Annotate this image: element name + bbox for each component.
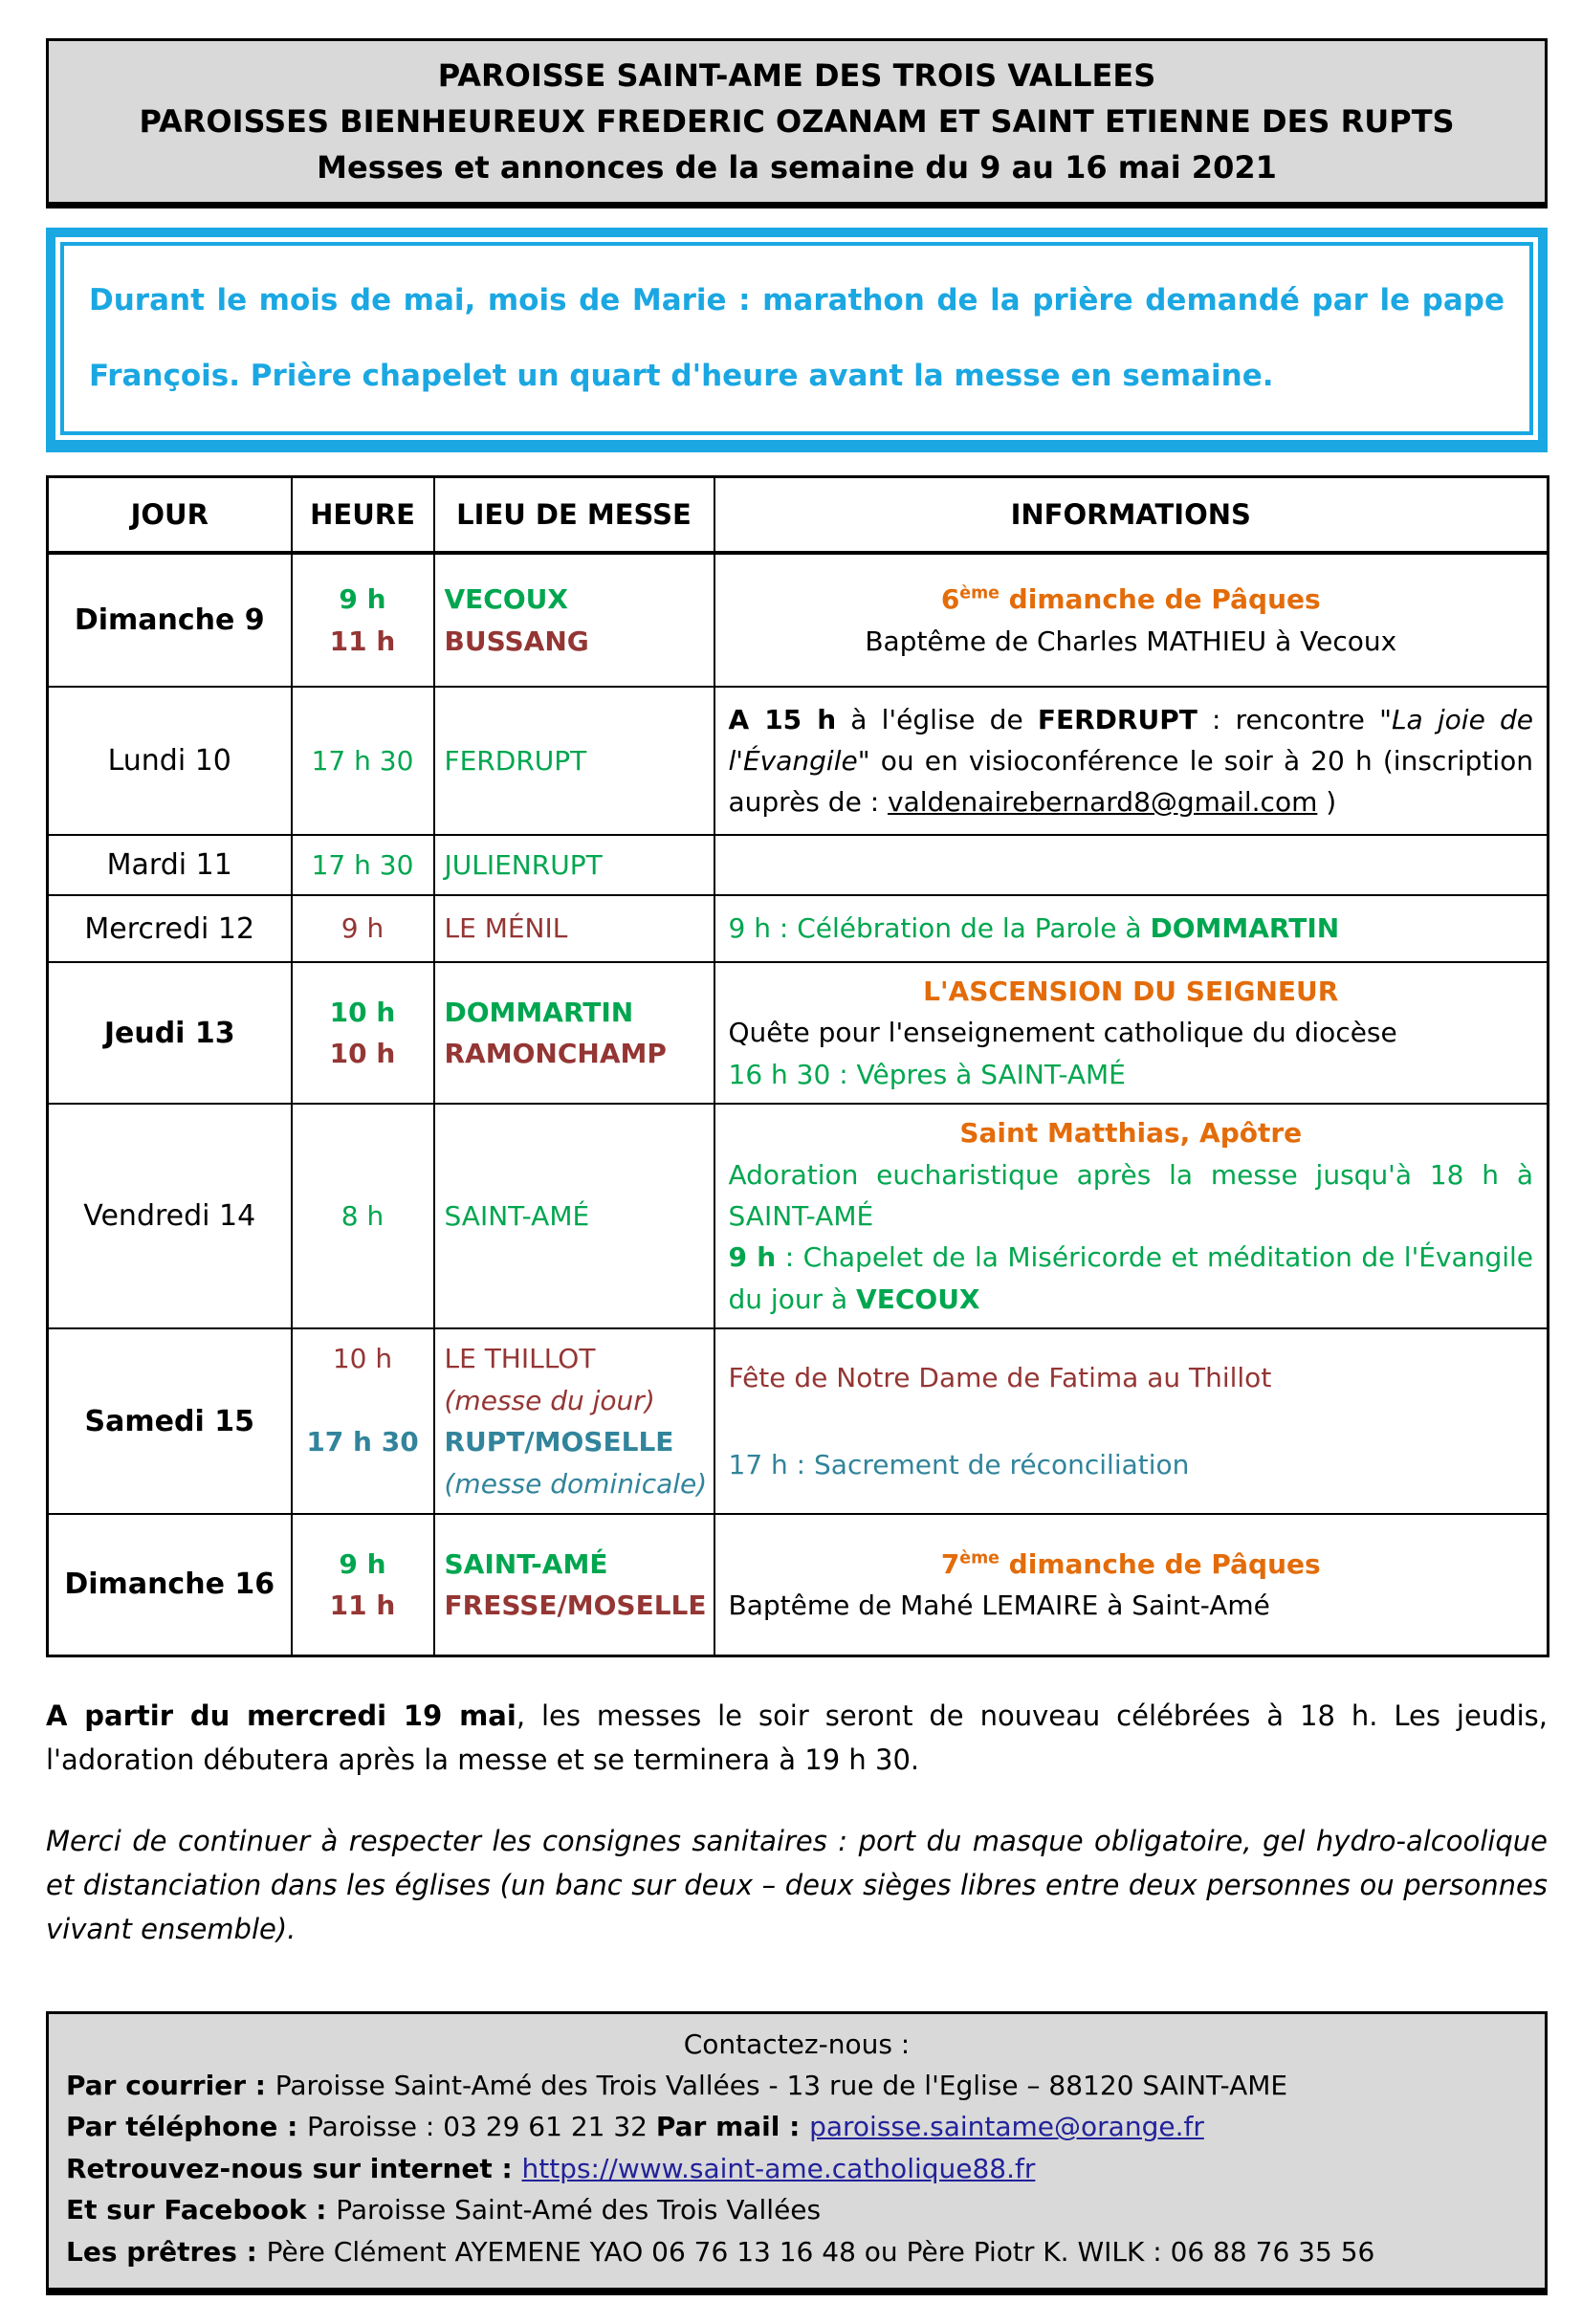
cell-informations <box>714 553 1549 687</box>
heure-line: 9 h <box>339 1547 386 1580</box>
cell-informations <box>714 835 1549 895</box>
text-span: Les prêtres : <box>66 2235 267 2268</box>
cell-informations <box>714 1328 1549 1514</box>
text-span: : rencontre <box>1197 703 1380 735</box>
contact-title: Contactez-nous : <box>683 2028 911 2060</box>
lieu-line: JULIENRUPT <box>444 848 603 881</box>
cell-heure <box>292 962 434 1104</box>
table-row <box>48 1514 1549 1655</box>
info-paragraph <box>729 1444 1534 1485</box>
cell-informations <box>714 1104 1549 1328</box>
cell-lieu <box>434 962 714 1104</box>
text-span: Père Clément AYEMENE YAO 06 76 13 16 48 ou Père Piotr K. WILK : 06 88 76 35 56 <box>266 2235 1375 2268</box>
parish-title-line2: PAROISSES BIENHEUREUX FREDERIC OZANAM ET SAINT ETIENNE DES RUPTS <box>139 103 1455 140</box>
gmail-email-link[interactable]: valdenairebernard8@gmail.com <box>888 786 1318 819</box>
week-subtitle: Messes et annonces de la semaine du 9 au 16 mai 2021 <box>317 149 1277 186</box>
text-span: dimanche de Pâques <box>999 1547 1321 1580</box>
heure-line: 17 h 30 <box>311 848 414 881</box>
heure-line: 9 h <box>339 583 386 616</box>
info-paragraph <box>729 621 1534 662</box>
schedule-table-body <box>48 553 1549 1655</box>
col-header-jour: JOUR <box>48 477 292 554</box>
website-link[interactable]: https://www.saint-ame.catholique88.fr <box>521 2152 1036 2184</box>
text-span: Paroisse Saint-Amé des Trois Vallées <box>336 2194 822 2226</box>
text-span: 7 <box>940 1547 960 1580</box>
lieu-line: (messe dominicale) <box>444 1467 708 1500</box>
cell-lieu <box>434 835 714 895</box>
text-span: : Chapelet de la Miséricorde et méditation de l'Évangile du jour à <box>728 1241 1534 1315</box>
lieu-line: LE THILLOT <box>444 1343 596 1375</box>
text-span: DOMMARTIN <box>1150 912 1340 945</box>
lieu-line: RAMONCHAMP <box>444 1038 667 1070</box>
cell-jour: Samedi 15 <box>48 1328 292 1514</box>
col-header-lieu: LIEU DE MESSE <box>434 477 714 554</box>
announcement-text: Durant le mois de mai, mois de Marie : marathon de la prière demandé par le pape François. Prière chapelet un quart d'heure avant la messe en semaine. <box>60 242 1533 435</box>
cell-lieu <box>434 687 714 835</box>
cell-lieu <box>434 895 714 962</box>
info-paragraph <box>729 1112 1534 1153</box>
contact-line <box>66 2231 1527 2272</box>
text-span: Et sur Facebook : <box>66 2194 337 2226</box>
table-row <box>48 1328 1549 1514</box>
lieu-line: RUPT/MOSELLE <box>444 1426 674 1458</box>
text-span: 16 h 30 : Vêpres à SAINT-AMÉ <box>728 1058 1126 1090</box>
text-span: 9 h : Célébration de la Parole à <box>728 912 1151 945</box>
text-span: Quête pour l'enseignement catholique du diocèse <box>728 1017 1397 1049</box>
cell-heure <box>292 687 434 835</box>
contact-line <box>66 2065 1527 2106</box>
text-span: Paroisse : 03 29 61 21 32 <box>307 2111 656 2143</box>
cell-jour: Dimanche 16 <box>48 1514 292 1655</box>
lieu-line: SAINT-AMÉ <box>444 1200 590 1233</box>
cell-heure <box>292 553 434 687</box>
text-span: ème <box>959 583 1000 603</box>
schedule-table <box>46 475 1549 1657</box>
cell-jour: Jeudi 13 <box>48 962 292 1104</box>
table-row <box>48 895 1549 962</box>
text-span: , les messes le soir seront de nouveau célébrées à 18 h. Les jeudis, l'adoration débutera après la messe et se terminera à 19 h 30. <box>46 1699 1548 1777</box>
info-paragraph <box>729 971 1534 1012</box>
parish-title-line1: PAROISSE SAINT-AME DES TROIS VALLEES <box>437 57 1156 94</box>
lieu-line: FRESSE/MOSELLE <box>444 1589 707 1621</box>
cell-lieu <box>434 553 714 687</box>
text-span: FERDRUPT <box>1037 703 1197 735</box>
text-span: ème <box>959 1548 1000 1568</box>
cell-jour: Dimanche 9 <box>48 553 292 687</box>
table-header-row <box>48 477 1549 554</box>
heure-line: 17 h 30 <box>311 744 414 777</box>
header-box <box>46 38 1548 208</box>
cell-heure <box>292 835 434 895</box>
cell-lieu <box>434 1104 714 1328</box>
cell-informations <box>714 895 1549 962</box>
text-span: 6 <box>940 583 960 616</box>
info-paragraph <box>729 1585 1534 1626</box>
lieu-line: VECOUX <box>444 583 568 616</box>
text-span: ou en visioconférence le soir à 20 h (inscription auprès de : <box>728 744 1533 819</box>
table-row <box>48 835 1549 895</box>
text-span: VECOUX <box>856 1283 980 1315</box>
text-span: 9 h <box>728 1241 777 1274</box>
text-span: Merci de continuer à respecter les consignes sanitaires : port du masque obligatoire, gel hydro-alcoolique et distanciation dans les églises (un banc sur deux – deux sièges libres entre deux personnes ou personnes vivant ensemble). <box>46 1824 1548 1946</box>
cell-informations <box>714 1514 1549 1655</box>
info-paragraph <box>729 1357 1534 1398</box>
heure-line <box>294 1380 432 1421</box>
cell-informations <box>714 687 1549 835</box>
lieu-line: BUSSANG <box>444 625 589 657</box>
heure-line: 10 h <box>329 1038 396 1070</box>
note-paragraph <box>46 1694 1548 1783</box>
table-row <box>48 1104 1549 1328</box>
text-span: Baptême de Mahé LEMAIRE à Saint-Amé <box>728 1589 1270 1621</box>
cell-heure <box>292 1104 434 1328</box>
col-header-heure: HEURE <box>292 477 434 554</box>
info-paragraph <box>729 1012 1534 1053</box>
lieu-line: DOMMARTIN <box>444 996 634 1028</box>
text-span: Saint Matthias, Apôtre <box>959 1117 1303 1150</box>
text-span: Paroisse Saint-Amé des Trois Vallées - 13 rue de l'Eglise – 88120 SAINT-AME <box>275 2070 1288 2102</box>
info-paragraph <box>729 579 1534 620</box>
text-span: 17 h : Sacrement de réconciliation <box>728 1449 1190 1481</box>
heure-line: 9 h <box>341 912 385 945</box>
text-span: Adoration eucharistique après la messe jusqu'à 18 h à SAINT-AMÉ <box>728 1158 1533 1233</box>
text-span: Retrouvez-nous sur internet : <box>66 2152 522 2184</box>
parish-email-link[interactable]: paroisse.saintame@orange.fr <box>809 2111 1204 2143</box>
text-span: Par mail : <box>655 2111 810 2143</box>
text-span: Fête de Notre Dame de Fatima au Thillot <box>728 1361 1272 1393</box>
cell-jour: Mardi 11 <box>48 835 292 895</box>
cell-lieu <box>434 1328 714 1514</box>
note-paragraph <box>46 1819 1548 1952</box>
table-row <box>48 962 1549 1104</box>
info-paragraph <box>729 1237 1534 1320</box>
heure-line <box>294 1463 432 1504</box>
cell-heure <box>292 1328 434 1514</box>
text-span: L'ASCENSION DU SEIGNEUR <box>923 976 1339 1008</box>
lieu-line: (messe du jour) <box>444 1384 655 1416</box>
table-row <box>48 553 1549 687</box>
text-span: Baptême de Charles MATHIEU à Vecoux <box>865 625 1397 657</box>
cell-heure <box>292 895 434 962</box>
text-span: A 15 h <box>728 703 837 735</box>
announcement-box <box>46 228 1548 452</box>
notes <box>46 1694 1548 1952</box>
text-span: dimanche de Pâques <box>999 583 1321 616</box>
contact-lines <box>66 2065 1527 2272</box>
info-paragraph <box>729 1054 1534 1095</box>
col-header-informations: INFORMATIONS <box>714 477 1549 554</box>
info-paragraph <box>729 1544 1534 1585</box>
info-paragraph <box>729 908 1534 949</box>
cell-heure <box>292 1514 434 1655</box>
text-span: A partir du mercredi 19 mai <box>46 1699 516 1732</box>
contact-line <box>66 2189 1527 2230</box>
contact-line <box>66 2106 1527 2147</box>
heure-line: 11 h <box>329 625 396 657</box>
cell-jour: Mercredi 12 <box>48 895 292 962</box>
heure-line: 10 h <box>329 996 396 1028</box>
heure-line: 17 h 30 <box>306 1426 419 1458</box>
info-paragraph <box>729 699 1534 823</box>
table-row <box>48 687 1549 835</box>
heure-line: 11 h <box>329 1589 396 1621</box>
cell-lieu <box>434 1514 714 1655</box>
info-paragraph <box>729 1154 1534 1238</box>
cell-jour: Vendredi 14 <box>48 1104 292 1328</box>
lieu-line: LE MÉNIL <box>444 912 568 945</box>
text-span: à l'église de <box>836 703 1038 735</box>
text-span: Par courrier : <box>66 2070 275 2102</box>
text-span: ) <box>1317 786 1337 819</box>
lieu-line: FERDRUPT <box>444 744 587 777</box>
text-span: Par téléphone : <box>66 2111 308 2143</box>
text-span: "La joie de l'Évangile" <box>728 703 1533 777</box>
lieu-line: SAINT-AMÉ <box>444 1547 608 1580</box>
contact-line <box>66 2148 1527 2189</box>
cell-informations <box>714 962 1549 1104</box>
cell-jour: Lundi 10 <box>48 687 292 835</box>
contact-box <box>46 2011 1548 2295</box>
heure-line: 10 h <box>332 1343 393 1375</box>
heure-line: 8 h <box>341 1200 385 1233</box>
